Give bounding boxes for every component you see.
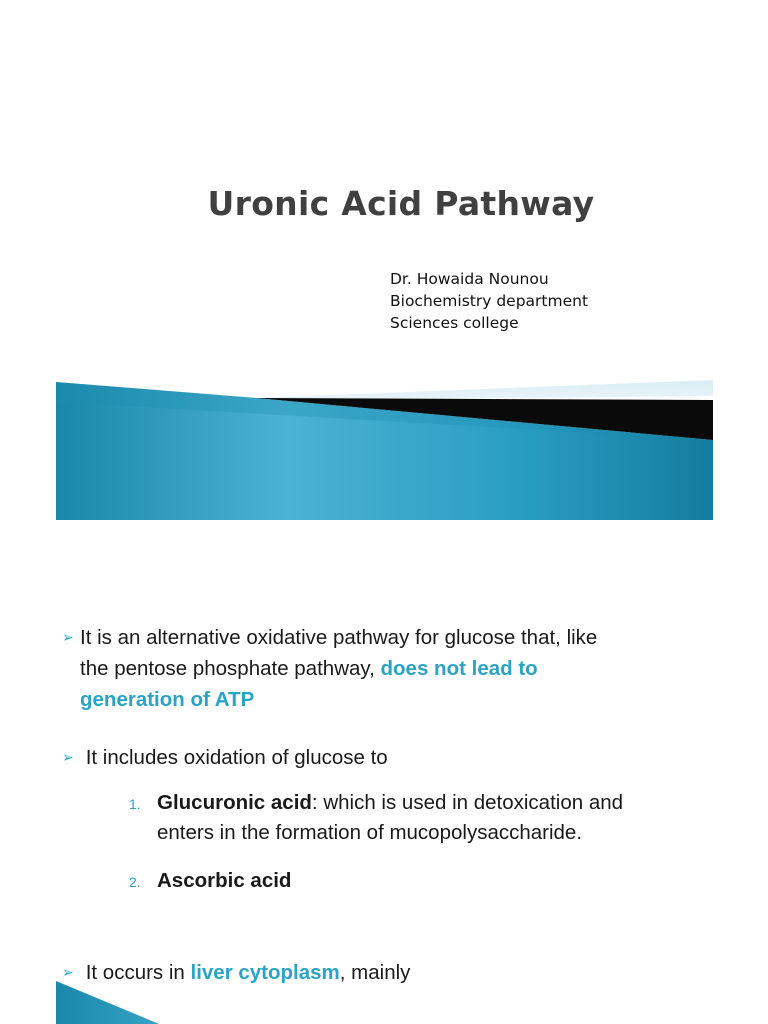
arrow-bullet-icon: ➢ xyxy=(62,964,74,980)
list-number: 1. xyxy=(129,796,141,812)
bullet-text: , mainly xyxy=(339,961,411,984)
list-term: Ascorbic acid xyxy=(157,869,292,892)
decorative-corner xyxy=(56,981,176,1024)
author-department: Biochemistry department xyxy=(390,292,589,310)
arrow-bullet-icon: ➢ xyxy=(62,749,74,765)
highlight-text: does not lead to xyxy=(380,657,538,680)
bullet-includes-oxidation xyxy=(62,742,742,773)
list-item-ascorbic-acid xyxy=(157,866,717,896)
list-term: Glucuronic acid xyxy=(157,791,312,814)
highlight-text: liver cytoplasm xyxy=(190,961,340,984)
bullet-text: It includes oxidation of glucose to xyxy=(85,746,388,769)
arrow-bullet-icon: ➢ xyxy=(62,629,74,645)
bullet-text: the pentose phosphate pathway, xyxy=(80,657,381,680)
bullet-text: It is an alternative oxidative pathway for glucose that, like xyxy=(80,626,598,649)
author-name: Dr. Howaida Nounou xyxy=(390,270,549,288)
list-item-glucuronic-acid xyxy=(157,788,717,848)
content-slide xyxy=(0,556,768,1024)
decorative-banner xyxy=(56,380,713,520)
bullet-text: It occurs in xyxy=(85,961,191,984)
list-number: 2. xyxy=(129,874,141,890)
author-college: Sciences college xyxy=(390,314,519,332)
list-text: enters in the formation of mucopolysaccharide. xyxy=(157,821,583,844)
highlight-text: generation of ATP xyxy=(80,688,255,711)
author-block xyxy=(390,268,588,334)
list-text: : which is used in detoxication and xyxy=(311,791,624,814)
slide-title: Uronic Acid Pathway xyxy=(207,184,595,223)
bullet-alternative-pathway xyxy=(62,622,742,715)
